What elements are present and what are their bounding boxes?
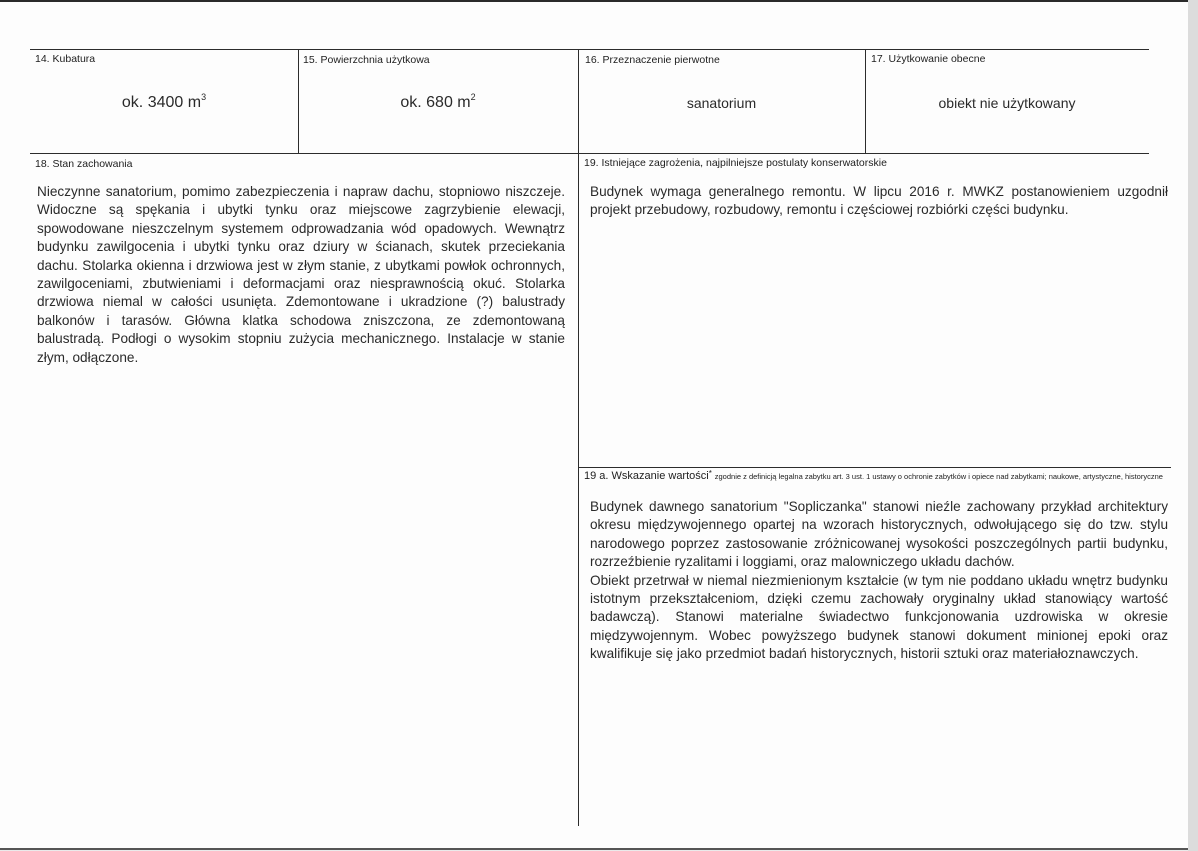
przeznaczenie-label: 16. Przeznaczenie pierwotne [585, 54, 720, 66]
stan-zachowania-label: 18. Stan zachowania [35, 158, 133, 170]
zagrozenia-text: Budynek wymaga generalnego remontu. W lipcu 2016 r. MWKZ postanowieniem uzgodnił projekt przebudowy, rozbudowy, remontu i częściowej rozbiórki części budynku. [590, 184, 1168, 218]
powierzchnia-value-main: ok. 680 m [400, 94, 471, 111]
wartosci-paragraph-1: Budynek dawnego sanatorium "Sopliczanka" stanowi nieźle zachowany przykład architektury okresu międzywojennego opartej na wzorach historycznych, odwołującego się do tzw. stylu narodowego poprzez zastosowanie zróżnicowanej wysokości poszczególnych partii budynku, rozrzeźbienie ryzalitami i loggiami, oraz malowniczego układu dachów. [590, 499, 1168, 570]
wartosci-label-note: zgodnie z definicją legalna zabytku art. 3 ust. 1 ustawy o ochronie zabytków i opiece nad zabytkami; naukowe, artystyczne, historyczne [714, 472, 1163, 481]
powierzchnia-value-sup: 2 [470, 92, 476, 102]
wartosci-label-star: * [708, 469, 712, 478]
kubatura-value-sup: 3 [201, 92, 207, 102]
wartosci-paragraph-2: Obiekt przetrwał w niemal niezmienionym kształcie (w tym nie poddano układu wnętrz budynku istotnym przekształceniom, dzięki czemu zachowały oryginalny układ stanowiący wartość badawczą). Stanowi materialne świadectwo funkcjonowania uzdrowiska w okresie międzywojennym. Wobec powyższego budynek stanowi dokument minionej epoki oraz kwalifikuje się jako przedmiot badań historycznych, historii sztuki oraz materiałoznawczych. [590, 572, 1168, 662]
wartosci-label [584, 469, 1169, 482]
rule-top [30, 49, 1149, 50]
wartosci-label-main: 19 a. Wskazanie wartości [584, 470, 709, 482]
przeznaczenie-value [578, 95, 865, 111]
powierzchnia-value [298, 94, 578, 112]
uzytkowanie-label: 17. Użytkowanie obecne [871, 53, 986, 65]
wartosci-text [590, 498, 1168, 664]
powierzchnia-label: 15. Powierzchnia użytkowa [303, 54, 430, 66]
zagrozenia-label: 19. Istniejące zagrożenia, najpilniejsze postulaty konserwatorskie [584, 157, 887, 169]
rule-19a-divider [578, 467, 1171, 468]
kubatura-value-main: ok. 3400 m [121, 94, 202, 111]
uzytkowanie-value [865, 95, 1149, 111]
uzytkowanie-value-main: obiekt nie użytkowany [938, 95, 1076, 111]
rule-col-2 [578, 49, 579, 826]
kubatura-label: 14. Kubatura [35, 53, 96, 65]
rule-row-divider [30, 153, 1149, 154]
przeznaczenie-value-main: sanatorium [686, 95, 757, 111]
stan-zachowania-text: Nieczynne sanatorium, pomimo zabezpieczenia i napraw dachu, stopniowo niszczeje. Widoczne są spękania i ubytki tynku oraz miejscowe zagrzybienie elewacji, spowodowane nieszczelnym systemem odprowadzania wód opadowych. Wewnątrz budynku zawilgocenia i ubytki tynku oraz dziury w ścianach, skutek przeciekania dachu. Stolarka okienna i drzwiowa jest w złym stanie, z ubytkami powłok ochronnych, zawilgoceniami, zbutwieniami i deformacjami oraz niesprawnością okuć. Stolarka drzwiowa niemal w całości usunięta. Zdemontowane i ukradzione (?) balustrady balkonów i tarasów. Główna klatka schodowa zniszczona, ze zdemontowaną balustradą. Podłogi o wysokim stopniu zużycia mechanicznego. Instalacje w stanie złym, odłączone. [37, 184, 565, 365]
kubatura-value [30, 94, 298, 112]
page-edge [1188, 0, 1198, 851]
